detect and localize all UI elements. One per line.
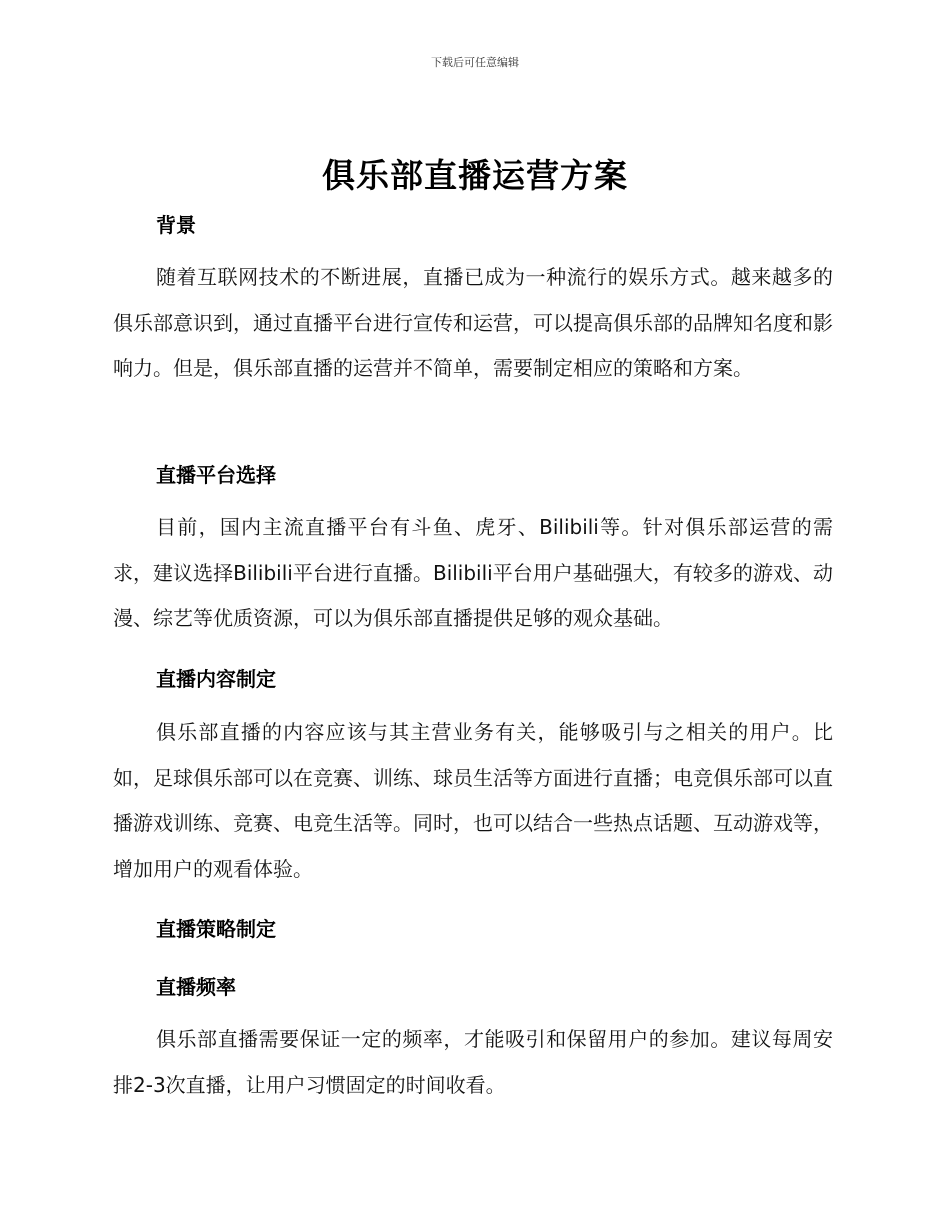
section-heading-frequency: 直播频率 bbox=[156, 975, 236, 999]
section-heading-platform: 直播平台选择 bbox=[156, 463, 276, 487]
section-paragraph-background: 随着互联网技术的不断进展，直播已成为一种流行的娱乐方式。越来越多的俱乐部意识到，通过直播平台进行宣传和运营，可以提高俱乐部的品牌知名度和影响力。但是，俱乐部直播的运营并不简单，需要制定相应的策略和方案。 bbox=[113, 265, 833, 380]
section-heading-content: 直播内容制定 bbox=[156, 667, 276, 691]
section-heading-strategy: 直播策略制定 bbox=[156, 917, 276, 941]
section-paragraph-content: 俱乐部直播的内容应该与其主营业务有关，能够吸引与之相关的用户。比如，足球俱乐部可以在竞赛、训练、球员生活等方面进行直播；电竞俱乐部可以直播游戏训练、竞赛、电竞生活等。同时，也可以结合一些热点话题、互动游戏等，增加用户的观看体验。 bbox=[113, 720, 833, 881]
section-heading-background: 背景 bbox=[156, 213, 196, 237]
section-paragraph-frequency: 俱乐部直播需要保证一定的频率，才能吸引和保留用户的参加。建议每周安排2-3次直播，让用户习惯固定的时间收看。 bbox=[113, 1027, 833, 1097]
section-paragraph-platform: 目前，国内主流直播平台有斗鱼、虎牙、Bilibili等。针对俱乐部运营的需求，建议选择Bilibili平台进行直播。Bilibili平台用户基础强大，有较多的游戏、动漫、综艺等优质资源，可以为俱乐部直播提供足够的观众基础。 bbox=[113, 515, 833, 630]
page-header-note: 下载后可任意编辑 bbox=[431, 56, 519, 69]
document-title: 俱乐部直播运营方案 bbox=[322, 156, 628, 195]
